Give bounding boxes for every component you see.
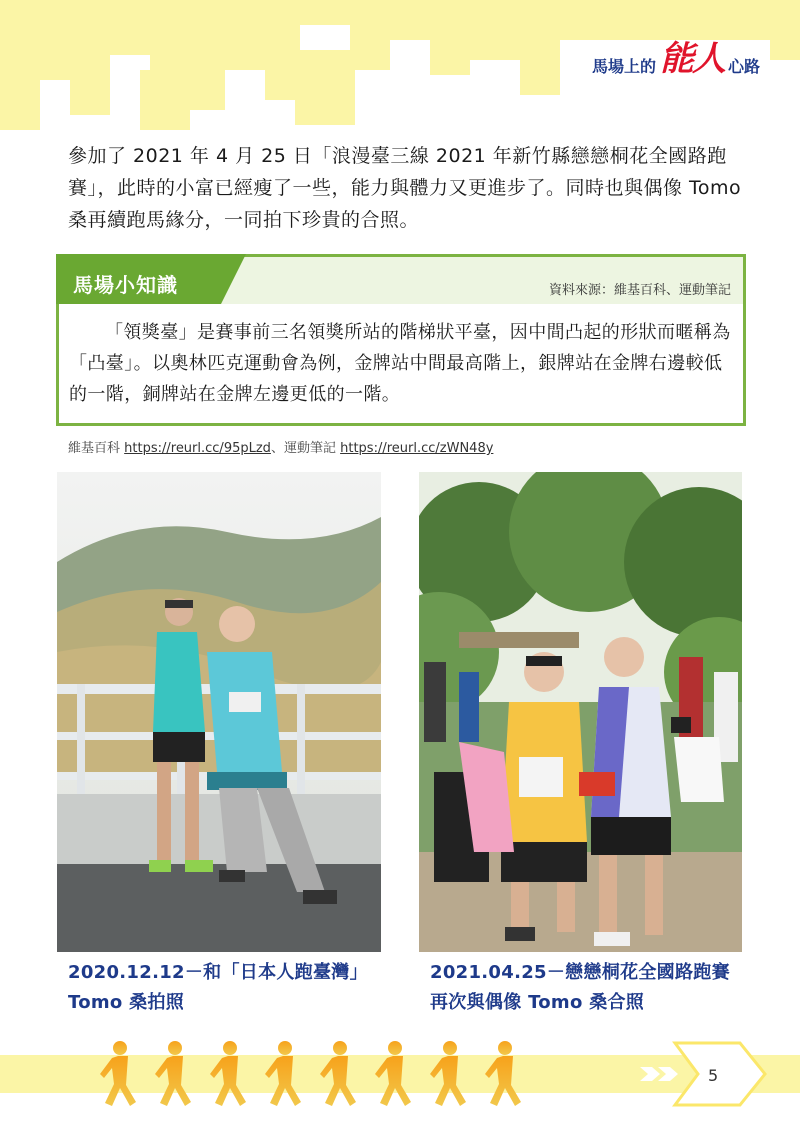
references-line	[68, 437, 493, 456]
brand-logo	[591, 39, 760, 79]
photo-2020-tomo	[57, 472, 381, 952]
photo-2020-caption-line1: 2020.12.12－和「日本人跑臺灣」	[68, 962, 368, 983]
brand-text-part1: 馬場上的	[591, 56, 656, 76]
page-number: 5	[708, 1066, 719, 1085]
photo-2020-caption-line2: Tomo 桑拍照	[68, 992, 185, 1013]
photo-2020-caption	[68, 958, 398, 1018]
photo-2021-caption-line2: 再次與偶像 Tomo 桑合照	[430, 992, 645, 1013]
photo-2021-tomo	[419, 472, 742, 952]
ref-separator: 、	[270, 441, 284, 456]
knowledge-box-body: 「領獎臺」是賽事前三名領獎所站的階梯狀平臺，因中間凸起的形狀而暱稱為「凸臺」。以奧林匹克運動會為例，金牌站中間最高階上，銀牌站在金牌右邊較低的一階，銅牌站在金牌左邊更低的一階。	[69, 322, 731, 405]
ref2-label: 運動筆記	[283, 441, 336, 456]
knowledge-box-source: 資料來源：維基百科、運動筆記	[548, 283, 731, 298]
photo-2021-caption	[430, 958, 770, 1018]
photo-2021-illustration	[419, 472, 742, 952]
photo-2020-illustration	[57, 472, 381, 952]
knowledge-box-title: 馬場小知識	[73, 273, 178, 297]
knowledge-box	[56, 254, 746, 426]
intro-paragraph: 參加了 2021 年 4 月 25 日「浪漫臺三線 2021 年新竹縣戀戀桐花全國路跑賽」，此時的小富已經瘦了一些，能力與體力又更進步了。同時也與偶像 Tomo 桑再續跑馬緣分，一同拍下珍貴的合照。	[68, 145, 742, 231]
ref1-link[interactable]: https://reurl.cc/95pLzd	[124, 441, 271, 456]
ref1-label: 維基百科	[68, 441, 121, 456]
ref2-link[interactable]: https://reurl.cc/zWN48y	[340, 441, 494, 456]
footer-runners-decoration	[0, 1025, 800, 1132]
brand-text-part3: 心路	[727, 56, 760, 76]
brand-text-highlight: 能人	[659, 39, 724, 79]
header-skyline-decoration	[0, 0, 800, 160]
photo-2021-caption-line1: 2021.04.25－戀戀桐花全國路跑賽	[430, 962, 730, 983]
